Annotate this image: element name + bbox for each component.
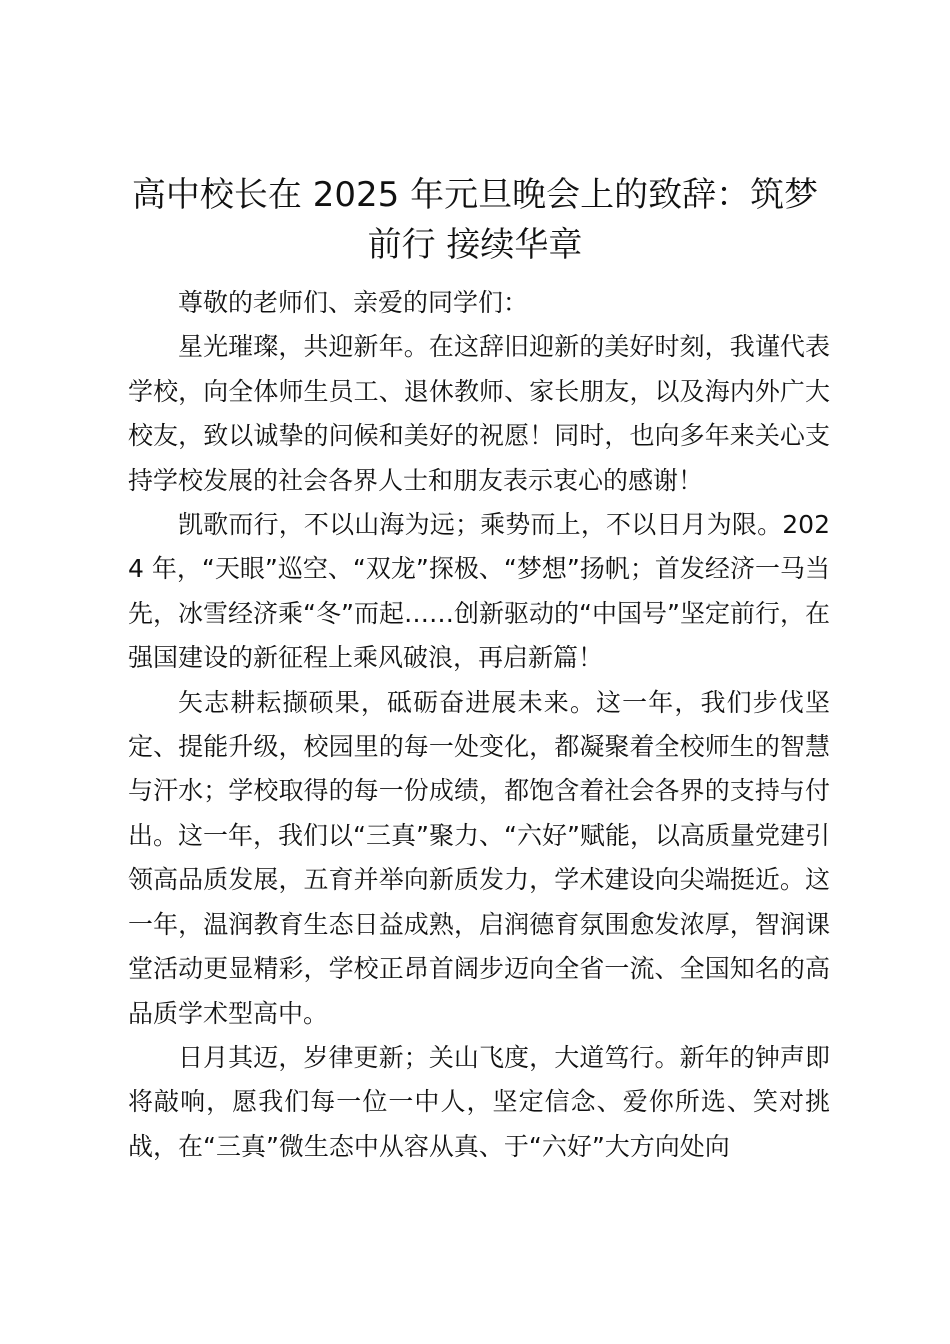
title-line-2: 前行 接续华章 (367, 225, 583, 265)
paragraph: 凯歌而行，不以山海为远；乘势而上，不以日月为限。2024 年，“天眼”巡空、“双龙”探极、“梦想”扬帆；首发经济一马当先，冰雪经济乘“冬”而起……创新驱动的“中国号”坚定前行，在强国建设的新征程上乘风破浪，再启新篇！ (128, 510, 830, 673)
document-body (128, 281, 830, 1169)
title-line-1: 高中校长在 2025 年元旦晚会上的致辞：筑梦 (131, 175, 819, 215)
document-title (120, 170, 830, 270)
paragraph: 矢志耕耘撷硕果，砥砺奋进展未来。这一年，我们步伐坚定、提能升级，校园里的每一处变化，都凝聚着全校师生的智慧与汗水；学校取得的每一份成绩，都饱含着社会各界的支持与付出。这一年，我们以“三真”聚力、“六好”赋能，以高质量党建引领高品质发展，五育并举向新质发力，学术建设向尖端挺近。这一年，温润教育生态日益成熟，启润德育氛围愈发浓厚，智润课堂活动更显精彩，学校正昂首阔步迈向全省一流、全国知名的高品质学术型高中。 (128, 687, 830, 1028)
paragraph: 星光璀璨，共迎新年。在这辞旧迎新的美好时刻，我谨代表学校，向全体师生员工、退休教师、家长朋友，以及海内外广大校友，致以诚挚的问候和美好的祝愿！同时，也向多年来关心支持学校发展的社会各界人士和朋友表示衷心的感谢！ (128, 332, 830, 495)
salutation: 尊敬的老师们、亲爱的同学们： (178, 288, 529, 317)
paragraph: 日月其迈，岁律更新；关山飞度，大道笃行。新年的钟声即将敲响，愿我们每一位一中人，坚定信念、爱你所选、笑对挑战，在“三真”微生态中从容从真、于“六好”大方向处向 (128, 1042, 830, 1161)
